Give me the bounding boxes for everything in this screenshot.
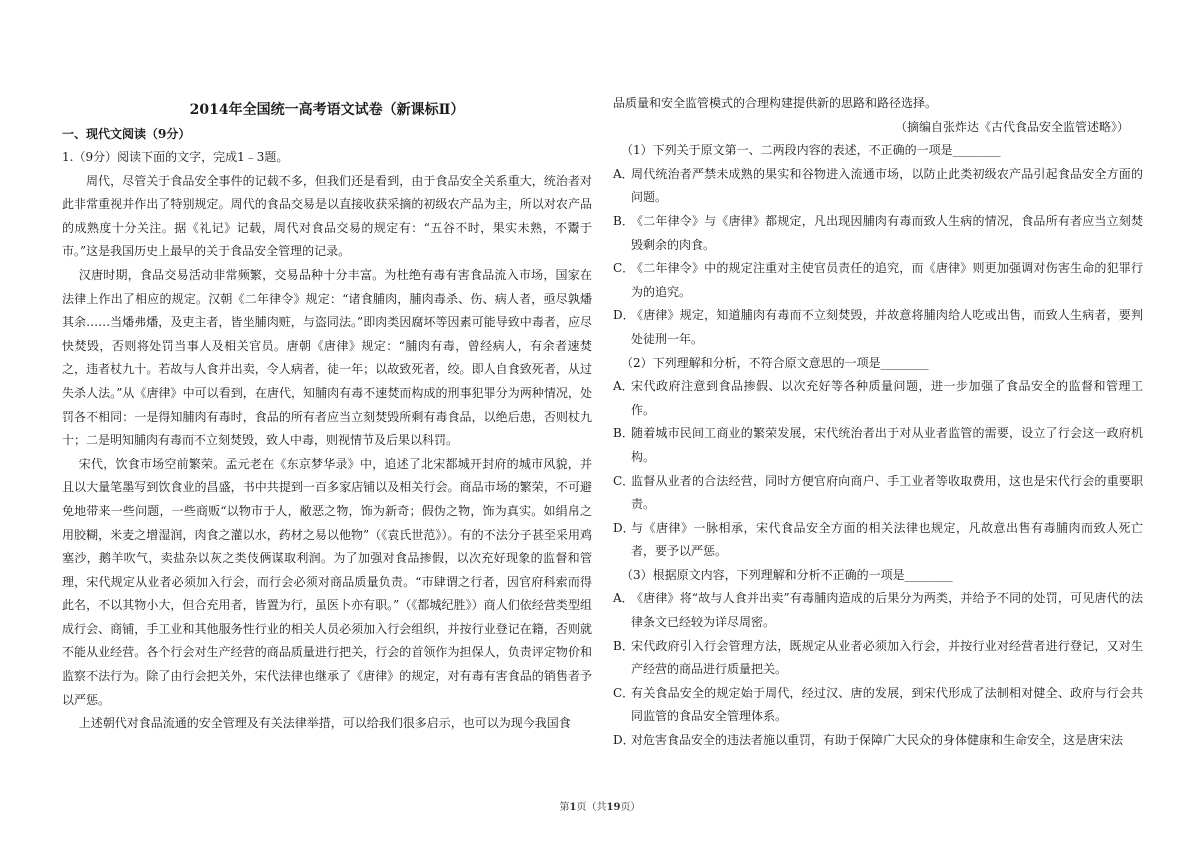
- source-citation: （摘编自张炸达《古代食品安全监管述略》）: [894, 119, 1129, 134]
- option-text: 与《唐律》一脉相承，宋代食品安全方面的相关法律也规定，凡故意出售有毒脯肉而致人死亡者，要予以严惩。: [631, 520, 1143, 559]
- option-label: A．: [613, 166, 634, 181]
- page-footer: [0, 801, 1200, 815]
- option-2b: [613, 422, 1143, 469]
- option-text: 《二年律令》中的规定注重对主使官员责任的追究，而《唐律》则更加强调对伤害生命的犯罪行为的追究。: [631, 261, 1143, 299]
- left-column: [62, 92, 592, 736]
- option-label: B．: [613, 426, 634, 441]
- exam-title: 2014年全国统一高考语文试卷（新课标Ⅱ）: [189, 102, 465, 118]
- option-3a: [613, 587, 1143, 634]
- option-1d: [613, 304, 1143, 351]
- option-label: C．: [613, 685, 635, 700]
- option-3c: [613, 682, 1143, 729]
- footer-prefix: 第: [559, 802, 570, 813]
- footer-page-number: 1: [569, 802, 577, 813]
- option-1a: [613, 163, 1143, 210]
- passage-paragraph-4-continued: 品质量和安全监管模式的合理构建提供新的思路和路径选择。: [613, 96, 938, 110]
- option-text: 有关食品安全的规定始于周代，经过汉、唐的发展，到宋代形成了法制相对健全、政府与行会共同监管的食品安全管理体系。: [631, 685, 1143, 724]
- section-heading: 一、现代文阅读（9分）: [62, 127, 191, 141]
- footer-suffix: 页）: [620, 802, 641, 813]
- option-label: D．: [613, 308, 635, 323]
- option-label: A．: [613, 379, 634, 394]
- passage-paragraph-1: 周代，尽管关于食品安全事件的记载不多，但我们还是看到，由于食品安全关系重大，统治者对此非常重视并作出了特别规定。周代的食品交易是以直接收获采摘的初级农产品为主，所以对农产品的成熟度十分关注。据《礼记》记载，周代对食品交易的规定有：“五谷不时，果实未熟，不鬻于市。”这是我国历史上最早的关于食品安全管理的记录。: [62, 173, 592, 259]
- passage-paragraph-4: 上述朝代对食品流通的安全管理及有关法律举措，可以给我们很多启示，也可以为现今我国食: [78, 716, 571, 731]
- option-text: 《二年律令》与《唐律》都规定，凡出现因脯肉有毒而致人生病的情况，食品所有者应当立刻焚毁剩余的肉食。: [631, 213, 1143, 252]
- option-1c: [613, 257, 1143, 304]
- option-label: D．: [613, 733, 635, 748]
- footer-mid: 页（共: [576, 802, 607, 813]
- option-label: C．: [613, 261, 635, 276]
- option-text: 监督从业者的合法经营，同时方便官府向商户、手工业者等收取费用，这也是宋代行会的重要职责。: [631, 473, 1143, 512]
- option-2a: [613, 375, 1143, 422]
- option-label: B．: [613, 213, 634, 228]
- passage-paragraph-2: 汉唐时期，食品交易活动非常频繁，交易品种十分丰富。为杜绝有毒有害食品流入市场，国家在法律上作出了相应的规定。汉朝《二年律令》规定：“诸食脯肉，脯肉毒杀、伤、病人者，亟尽孰燔其余……当燔弗燔，及吏主者，皆坐脯肉赃，与盗同法。”即肉类因腐坏等因素可能导致中毒者，应尽快焚毁，否则将处罚当事人及相关官员。唐朝《唐律》规定：“脯肉有毒，曾经病人，有余者速焚之，违者杖九十。若故与人食并出卖，令人病者，徒一年；以故致死者，绞。即人自食致死者，从过失杀人法。”从《唐律》中可以看到，在唐代，知脯肉有毒不速焚而构成的刑事犯罪分为两种情况，处罚各不相同：一是得知脯肉有毒时，食品的所有者应当立刻焚毁所剩有毒食品，以绝后患，否则杖九十；二是明知脯肉有毒而不立刻焚毁，致人中毒，则视情节及后果以科罚。: [62, 267, 592, 448]
- option-2c: [613, 470, 1143, 517]
- option-label: B．: [613, 638, 634, 653]
- passage-paragraph-3: 宋代，饮食市场空前繁荣。孟元老在《东京梦华录》中，追述了北宋都城开封府的城市风貌，并且以大量笔墨写到饮食业的昌盛，书中共提到一百多家店铺以及相关行会。商品市场的繁荣，不可避免地带来一些问题，一些商贩“以物市于人，敝恶之物，饰为新奇；假伪之物，饰为真实。如绢帛之用胶糊，米麦之增湿润，肉食之灌以水，药材之易以他物”（《袁氏世范》）。有的不法分子甚至采用鸡塞沙，鹅羊吹气，卖盐杂以灰之类伎俩谋取利润。为了加强对食品掺假，以次充好现象的监督和管理，宋代规定从业者必须加入行会，而行会必须对商品质量负责。“市肆谓之行者，因官府科索而得此名，不以其物小大，但合充用者，皆置为行，虽医卜亦有职。”（《都城纪胜》）商人们依经营类型组成行会、商铺，手工业和其他服务性行业的相关人员必须加入行会组织，并按行业登记在籍，否则就不能从业经营。各个行会对生产经营的商品质量进行把关，行会的首领作为担保人，负责评定物价和监察不法行为。除了由行会把关外，宋代法律也继承了《唐律》的规定，对有毒有害食品的销售者予以严惩。: [62, 456, 592, 707]
- option-text: 宋代政府注意到食品掺假、以次充好等各种质量问题，进一步加强了食品安全的监督和管理工作。: [631, 379, 1143, 417]
- option-text: 随着城市民间工商业的繁荣发展，宋代统治者出于对从业者监管的需要，设立了行会这一政府机构。: [631, 426, 1143, 464]
- option-text: 《唐律》规定，知道脯肉有毒而不立刻焚毁，并故意将脯肉给人吃或出售，而致人生病者，要判处徒刑一年。: [631, 308, 1143, 346]
- option-label: A．: [613, 591, 634, 606]
- question-intro: 1.（9分）阅读下面的文字，完成1﹣3题。: [62, 150, 289, 164]
- option-3d: [613, 729, 1143, 753]
- option-label: C．: [613, 473, 635, 488]
- option-text: 对危害食品安全的违法者施以重罚，有助于保障广大民众的身体健康和生命安全，这是唐宋法: [631, 733, 1124, 748]
- option-text: 《唐律》将“故与人食并出卖”有毒脯肉造成的后果分为两类，并给予不同的处罚，可见唐代的法律条文已经较为详尽周密。: [631, 591, 1143, 630]
- option-2d: [613, 517, 1143, 564]
- footer-total-pages: 19: [606, 802, 621, 813]
- option-1b: [613, 210, 1143, 257]
- question-stem-3: （3）根据原文内容，下列理解和分析不正确的一项是________: [621, 567, 953, 582]
- right-column: [613, 92, 1143, 753]
- question-stem-2: （2）下列理解和分析，不符合原文意思的一项是________: [621, 355, 929, 370]
- option-3b: [613, 635, 1143, 682]
- question-stem-1: （1）下列关于原文第一、二两段内容的表述，不正确的一项是________: [621, 143, 1001, 158]
- option-text: 周代统治者严禁未成熟的果实和谷物进入流通市场，以防止此类初级农产品引起食品安全方面的问题。: [631, 166, 1143, 205]
- option-label: D．: [613, 520, 635, 535]
- option-text: 宋代政府引入行会管理方法，既规定从业者必须加入行会，并按行业对经营者进行登记，又对生产经营的商品进行质量把关。: [631, 638, 1143, 677]
